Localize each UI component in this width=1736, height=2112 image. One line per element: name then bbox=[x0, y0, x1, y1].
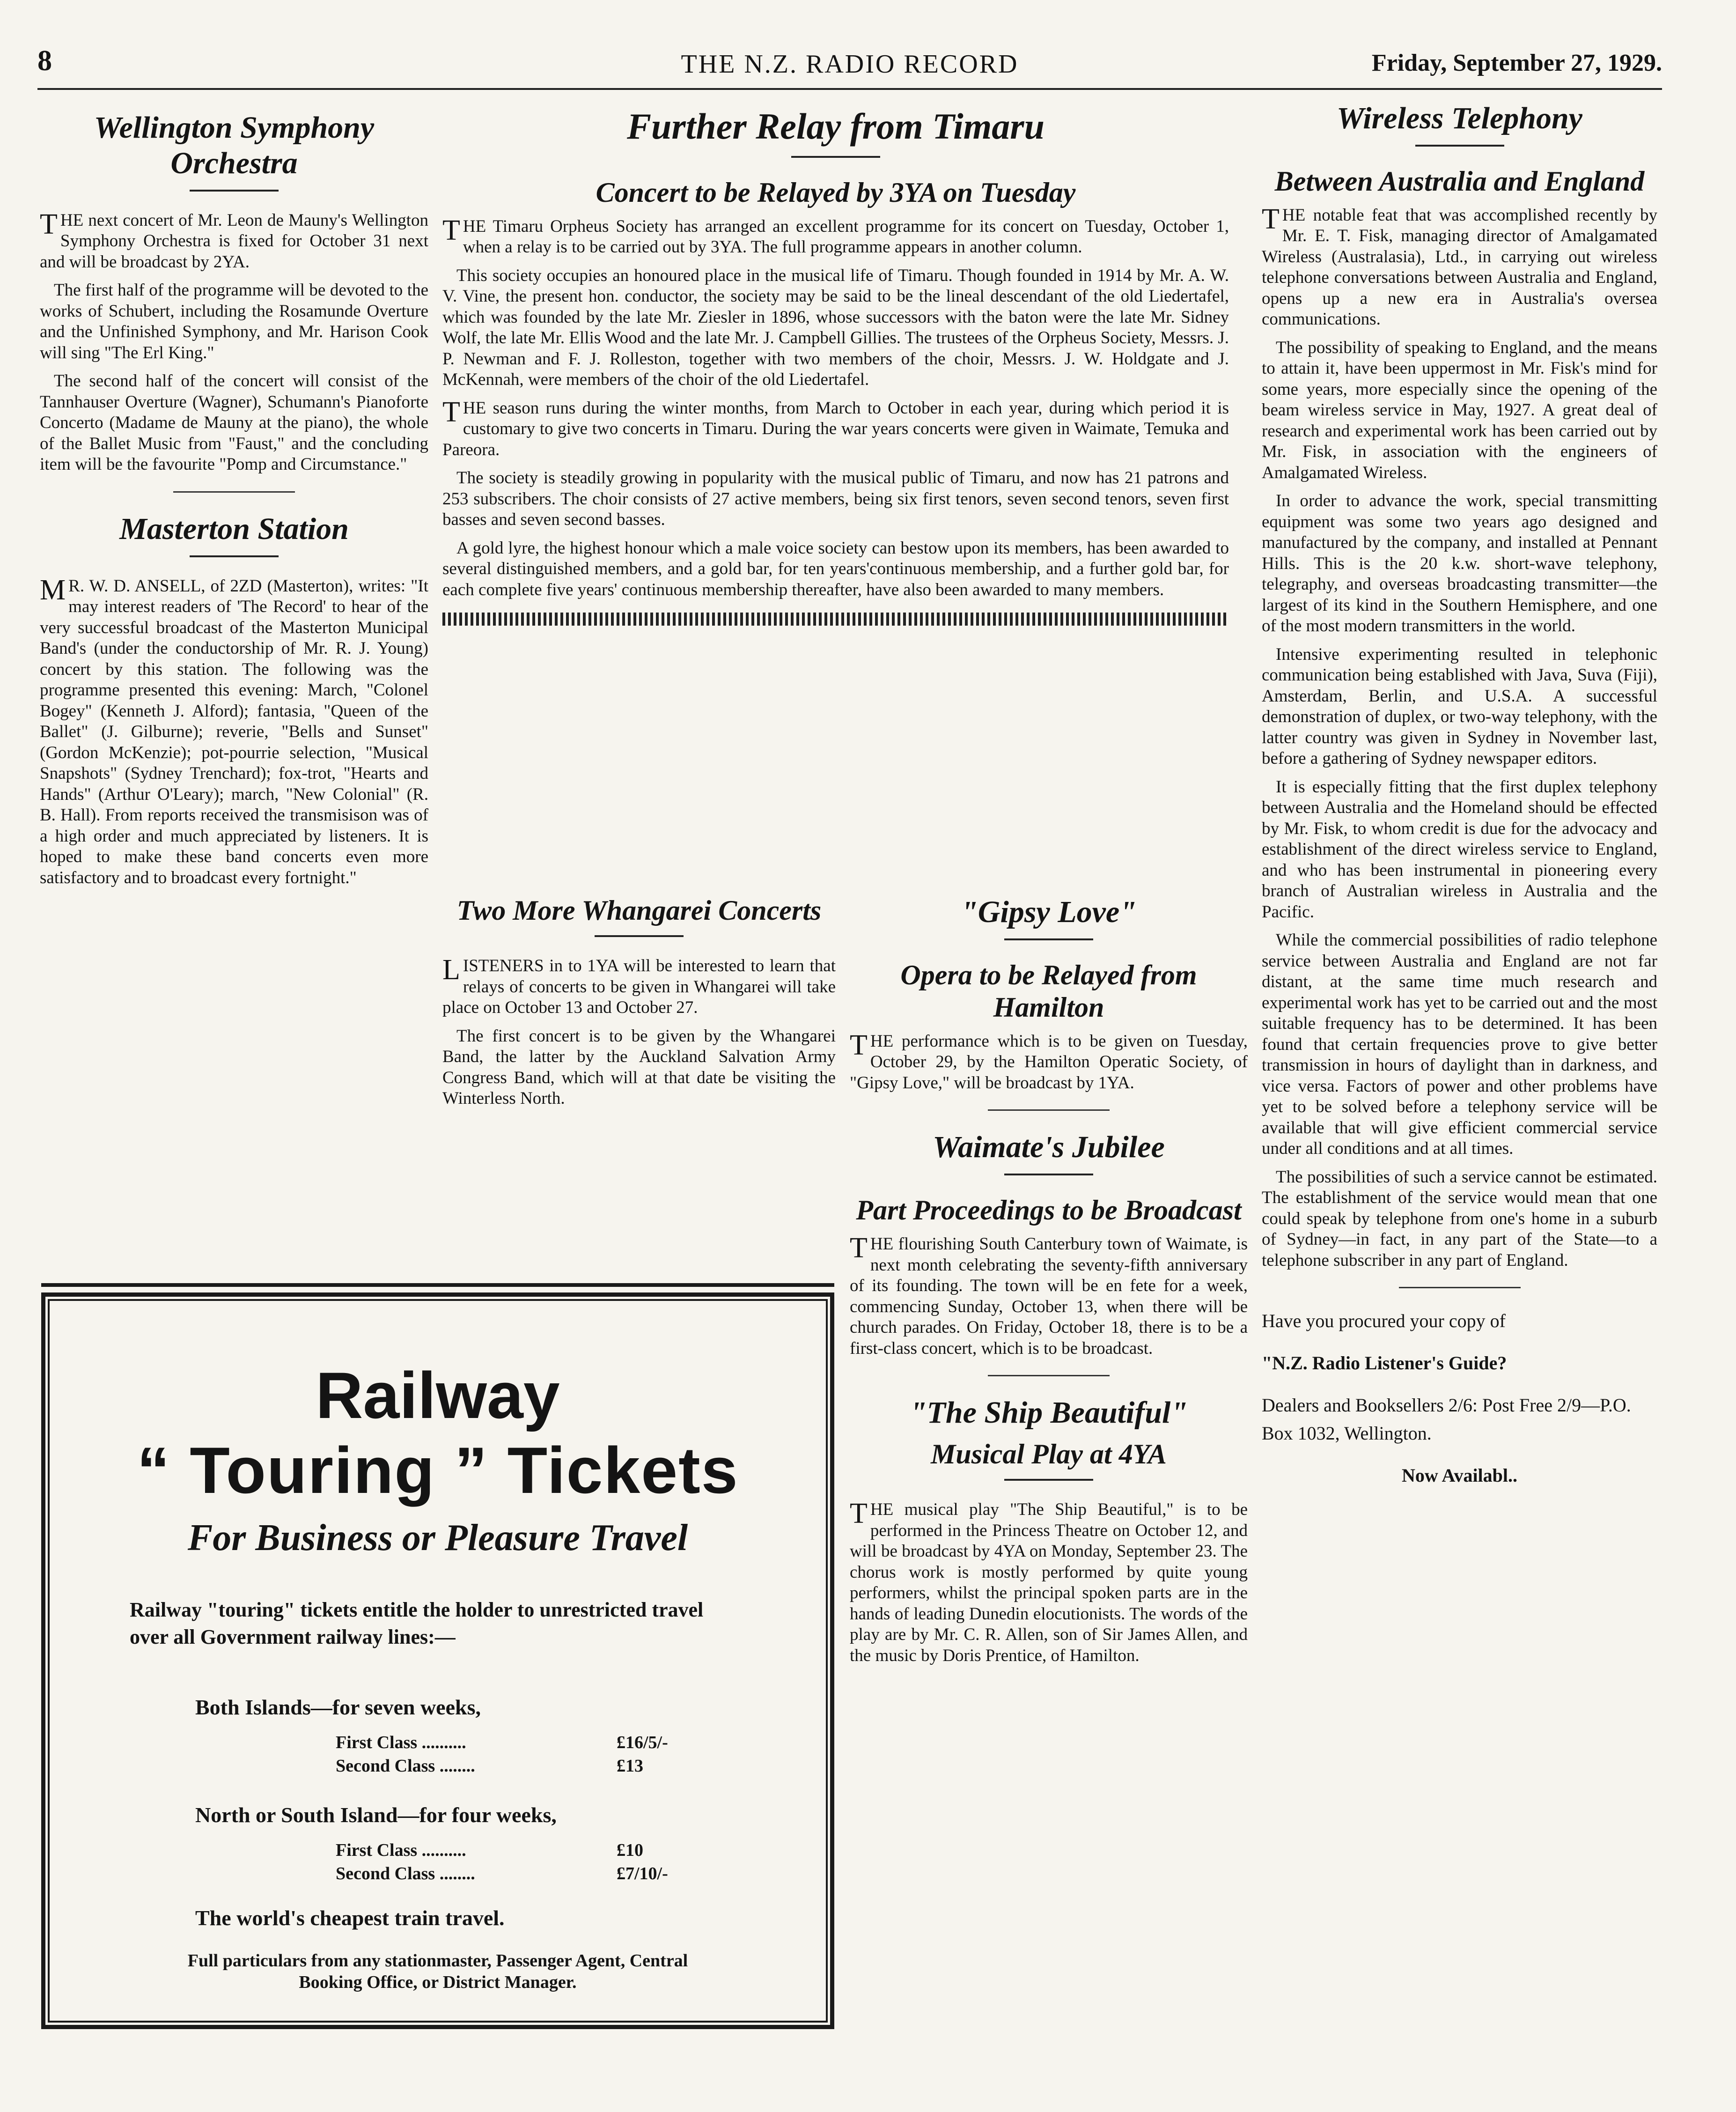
timaru-paragraph: THE season runs during the winter months, from March to October in each year, during which period it is customary to give two concerts in Timaru. During the war years concerts were given in Waimate, Temuka and Pareora. bbox=[442, 396, 1229, 459]
whangarei-headline: Two More Whangarei Concerts bbox=[456, 895, 822, 926]
symphony-headline: Wellington Symphony Orchestra bbox=[94, 111, 375, 180]
wireless-paragraph: While the commercial possibilities of radio telephone service between Australia and England are not far distant, at the same time much research and experimental work has yet to be carried out and the most suitable frequency has to be determined. It has been found that certain frequencies prove to give better transmission in hours of daylight than in darkness, and vice versa. Factors of power and other problems have yet to be solved before a telephony service will be available that will give efficient commercial service under all conditions and at all times. bbox=[1262, 930, 1657, 1159]
timaru-headline: Further Relay from Timaru bbox=[626, 106, 1045, 147]
newspaper-title: THE N.Z. RADIO RECORD bbox=[681, 50, 1019, 79]
headline-rule bbox=[190, 555, 279, 557]
wireless-headline: Wireless Telephony bbox=[1337, 101, 1582, 135]
fare-price: £13 bbox=[617, 1756, 643, 1776]
whangarei-paragraph: LISTENERS in to 1YA will be interested to learn that relays of concerts to be given in Whangarei will take place on October 13 and October 27. bbox=[442, 954, 836, 1017]
page-number: 8 bbox=[37, 45, 52, 77]
ad-railway-heading: Railway bbox=[316, 1359, 560, 1432]
symphony-paragraph: The first half of the programme will be devoted to the works of Schubert, including the Rosamunde Overture and the Unfinished Symphony, and Mr. Harison Cook will sing "The Erl King." bbox=[40, 281, 428, 362]
ship-headline: "The Ship Beautiful" bbox=[909, 1396, 1188, 1430]
section-divider bbox=[1399, 1287, 1521, 1288]
symphony-paragraph: THE next concert of Mr. Leon de Mauny's Wellington Symphony Orchestra is fixed for October 31 next and will be broadcast by 2YA. bbox=[40, 208, 428, 272]
fare-label: First Class .......... bbox=[336, 1840, 466, 1860]
timaru-article bbox=[442, 105, 1229, 638]
advert-top-rule bbox=[41, 1283, 834, 1287]
listeners-guide-notice bbox=[1262, 1307, 1657, 1490]
fare-price: £16/5/- bbox=[617, 1733, 668, 1752]
ad-both-islands: Both Islands—for seven weeks, bbox=[195, 1695, 481, 1719]
fare-price: £7/10/- bbox=[617, 1864, 668, 1883]
wireless-paragraph: Intensive experimenting resulted in telephonic communication being established with Java, Suva (Fiji), Amsterdam, Berlin, and U.S.A. A successful demonstration of duplex, or two-way telephony, with the latter country was given in Sydney in November last, before a gathering of Sydney newspaper editors. bbox=[1262, 644, 1657, 768]
timaru-paragraph: The society is steadily growing in popularity with the musical public of Timaru, and now has 21 patrons and 253 subscribers. The choir consists of 27 active members, being six first tenors, seven second tenors, seven first basses and seven second basses. bbox=[442, 468, 1229, 530]
timaru-paragraph: A gold lyre, the highest honour which a male voice society can bestow upon its members, has been awarded to several distinguished members, and a gold bar, for ten years'continuous membership, and a further gold bar, for each complete five years' continuous membership thereafter, have also been awarded to many members. bbox=[442, 538, 1229, 599]
wireless-paragraph: In order to advance the work, special transmitting equipment was some two years ago designed and manufactured by the company, and installed at Pennant Hills. This is the 20 k.w. short-wave telephony, telegraphy, and overseas broadcasting transmitter—the largest of its kind in the Southern Hemisphere, and one of the most modern transmitters in the world. bbox=[1262, 491, 1657, 636]
headline-rule bbox=[595, 935, 684, 937]
wireless-subheadline: Between Australia and England bbox=[1274, 165, 1645, 197]
timaru-subheadline: Concert to be Relayed by 3YA on Tuesday bbox=[596, 177, 1076, 208]
hatched-divider bbox=[442, 613, 1229, 626]
guide-line: Have you procured your copy of bbox=[1262, 1310, 1506, 1332]
ad-north-south: North or South Island—for four weeks, bbox=[195, 1803, 557, 1827]
railway-advertisement bbox=[41, 1292, 834, 2029]
ad-intro: Railway "touring" tickets entitle the holder to unrestricted travel over all Government railway lines:— bbox=[130, 1598, 704, 1648]
fare-label: Second Class ........ bbox=[336, 1756, 475, 1776]
gipsy-subheadline: Opera to be Relayed from Hamilton bbox=[900, 959, 1197, 1023]
ad-cheapest: The world's cheapest train travel. bbox=[195, 1906, 505, 1930]
column-right bbox=[1262, 101, 1657, 1504]
guide-availability: Now Availabl.. bbox=[1401, 1465, 1518, 1486]
fare-label: First Class .......... bbox=[336, 1733, 466, 1752]
ad-touring-heading: “ Touring ” Tickets bbox=[137, 1433, 739, 1507]
masterton-paragraph: MR. W. D. ANSELL, of 2ZD (Masterton), writes: "It may interest readers of 'The Record' to hear of the very successful broadcast of the Masterton Municipal Band's (under the conductorship of Mr. R. J. Young) concert by this station. The following was the programme presented this evening: March, "Colonel Bogey" (Kenneth J. Alford); fantasia, "Queen of the Ballet" (J. Gilburne); reverie, "Bells and Sunset" (Gordon McKenzie); pot-pourrie selection, "Musical Snapshots" (Sydney Trenchard); fox-trot, "Hearts and Hands" (Arthur O'Leary); march, "New Colonial" (R. B. Hall). From reports received the transmisison was of a high order and much appreciated by listeners. It is hoped to make these band concerts even more satisfactory and to broadcast every fortnight." bbox=[40, 574, 428, 887]
column-left bbox=[40, 110, 428, 896]
headline-rule bbox=[791, 156, 880, 158]
guide-price: Dealers and Booksellers 2/6: Post Free 2/9—P.O. Box 1032, Wellington. bbox=[1262, 1395, 1631, 1444]
waimate-paragraph: THE flourishing South Canterbury town of Waimate, is next month celebrating the seventy-fifth anniversary of its founding. The town will be en fete for a week, commencing Sunday, October 13, when there will be church parades. On Friday, October 18, there is to be a first-class concert, which is to be broadcast. bbox=[850, 1232, 1248, 1358]
headline-rule bbox=[1004, 1174, 1093, 1175]
ad-particulars-text: Full particulars from any stationmaster, Passenger Agent, Central Booking Office, or District Manager. bbox=[187, 1951, 688, 1992]
headline-rule bbox=[1415, 145, 1504, 147]
guide-title: "N.Z. Radio Listener's Guide? bbox=[1262, 1352, 1507, 1374]
masthead-rule bbox=[37, 88, 1662, 90]
column-third bbox=[850, 894, 1248, 1674]
gipsy-headline: "Gipsy Love" bbox=[961, 895, 1137, 929]
section-divider bbox=[988, 1375, 1110, 1376]
masterton-headline: Masterton Station bbox=[119, 511, 349, 546]
ship-paragraph: THE musical play "The Ship Beautiful," is to be performed in the Princess Theatre on October 12, and will be broadcast by 4YA on Monday, September 23. The chorus work is mostly performed by quite young performers, whilst the principal spoken parts are in the hands of leading Dunedin elocutionists. The words of the play are by Mr. C. R. Allen, son of Sir James Allen, and the music by Doris Prentice, of Hamilton. bbox=[850, 1498, 1248, 1665]
section-divider bbox=[173, 491, 295, 493]
ad-particulars bbox=[45, 1950, 830, 1993]
timaru-paragraph: This society occupies an honoured place in the musical life of Timaru. Though founded in 1914 by Mr. A. W. V. Vine, the present hon. conductor, the society may be said to be the lineal descendant of the old Liedertafel, which was founded by the late Mr. Ziesler in 1896, whose successors with the baton were the late Mr. Sidney Wolf, the late Mr. Ellis Wood and the late Mr. J. Campbell Gillies. The trustees of the Orpheus Society, Messrs. J. P. Newman and F. J. Rolleston, together with two members of the choir, Messrs. J. W. Holdgate and J. McKennah, were members of the choir of the old Liedertafel. bbox=[442, 266, 1229, 390]
wireless-paragraph: THE notable feat that was accomplished recently by Mr. E. T. Fisk, managing director of Amalgamated Wireless (Australasia), Ltd., in carrying out wireless telephone conversations between Australia and England, opens up a new era in Australia's oversea communications. bbox=[1262, 203, 1657, 329]
waimate-headline: Waimate's Jubilee bbox=[933, 1130, 1165, 1165]
issue-date: Friday, September 27, 1929. bbox=[1371, 50, 1662, 76]
waimate-subheadline: Part Proceedings to be Broadcast bbox=[856, 1195, 1242, 1226]
headline-rule bbox=[190, 190, 279, 192]
section-divider bbox=[988, 1109, 1110, 1111]
fare-price: £10 bbox=[617, 1840, 643, 1860]
whangarei-article bbox=[442, 894, 836, 1117]
headline-rule bbox=[1004, 938, 1093, 940]
wireless-paragraph: It is especially fitting that the first duplex telephony between Australia and the Homeland should be effected by Mr. Fisk, to whom credit is due for the advocacy and establishment of the direct wireless service to England, and who has been instrumental in pioneering every branch of Australian wireless in Australia and the Pacific. bbox=[1262, 777, 1657, 922]
symphony-paragraph: The second half of the concert will consist of the Tannhauser Overture (Wagner), Schumann's Pianoforte Concerto (Madame de Mauny at the piano), the whole of the Ballet Music from "Faust," and the concluding item will be the favourite "Pomp and Circumstance." bbox=[40, 371, 428, 474]
timaru-paragraph: THE Timaru Orpheus Society has arranged an excellent programme for its concert on Tuesday, October 1, when a relay is to be carried out by 3YA. The full programme appears in another column. bbox=[442, 214, 1229, 257]
headline-rule bbox=[1004, 1479, 1093, 1481]
fare-label: Second Class ........ bbox=[336, 1864, 475, 1883]
ship-subheadline: Musical Play at 4YA bbox=[931, 1439, 1167, 1470]
whangarei-paragraph: The first concert is to be given by the Whangarei Band, the latter by the Auckland Salvation Army Congress Band, which will at that date be visiting the Winterless North. bbox=[442, 1026, 836, 1108]
wireless-paragraph: The possibilities of such a service cannot be estimated. The establishment of the service would mean that one could speak by telephone from one's home in a suburb of Sydney—in fact, in any part of the State—to a telephone subscriber in any part of England. bbox=[1262, 1167, 1657, 1270]
ad-tagline: For Business or Pleasure Travel bbox=[187, 1517, 688, 1558]
gipsy-paragraph: THE performance which is to be given on Tuesday, October 29, by the Hamilton Operatic Society, of "Gipsy Love," will be broadcast by 1YA. bbox=[850, 1029, 1248, 1093]
masthead bbox=[37, 44, 1662, 87]
wireless-paragraph: The possibility of speaking to England, and the means to attain it, have been uppermost in Mr. Fisk's mind for some years, more especially since the opening of the beam wireless service in May, 1927. A great deal of research and experimental work has been carried out by Mr. Fisk, in association with the engineers of Amalgamated Wireless. bbox=[1262, 338, 1657, 482]
